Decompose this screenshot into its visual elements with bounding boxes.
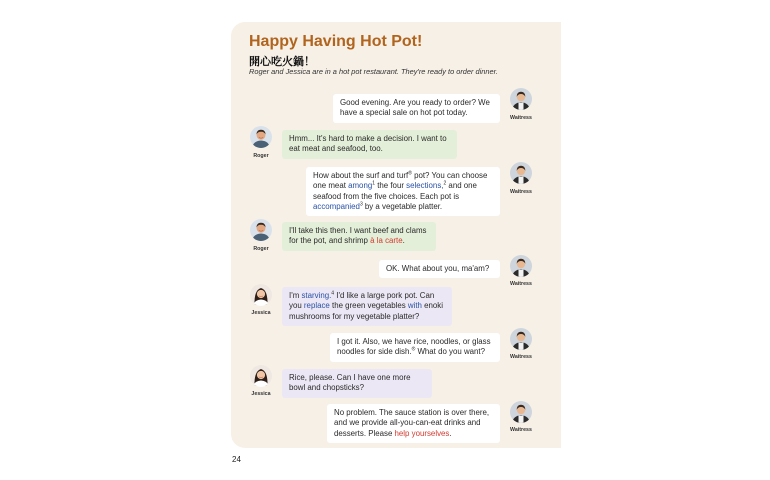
waitress-avatar — [510, 162, 532, 184]
waitress-avatar — [510, 255, 532, 277]
speaker-label-jessica: Jessica — [251, 310, 271, 316]
line-text: I'll take this then. I want beef and clams for the pot, and shrimp — [289, 226, 427, 246]
dialogue-bubble-roger-1 — [282, 130, 457, 159]
vocab-phrase: help yourselves — [394, 428, 450, 438]
waitress-portrait-icon — [510, 88, 532, 110]
line-text: Hmm... It's hard to make a decision. I want to eat meat and seafood, too. — [289, 134, 447, 154]
line-text: How about the surf and turf — [313, 171, 409, 180]
line-text: I'd like a large pork pot. Can you — [289, 291, 435, 311]
line-text: the four — [375, 181, 407, 191]
line-text: What do you want? — [415, 347, 486, 357]
vocab-word: replace — [303, 301, 330, 311]
woman-portrait-icon — [250, 365, 272, 387]
line-text: by a vegetable platter. — [362, 201, 443, 211]
line-text: pot? You can choose one meat — [313, 171, 488, 191]
woman-portrait-icon — [250, 284, 272, 306]
jessica-avatar — [250, 365, 272, 387]
line-text: Good evening. Are you ready to order? We have a special sale on hot pot today. — [340, 98, 490, 118]
dialogue-bubble-waitress-1 — [333, 94, 500, 123]
line-text: OK. What about you, ma'am? — [386, 264, 490, 273]
dialogue-bubble-waitress-2 — [306, 167, 500, 216]
footnote-number: 4 — [331, 290, 335, 297]
waitress-portrait-icon — [510, 328, 532, 350]
vocab-word: among — [348, 181, 373, 191]
dialogue-bubble-roger-2 — [282, 222, 436, 251]
vocab-phrase: à la carte — [370, 236, 403, 246]
footnote-number: 3 — [359, 201, 363, 208]
chinese-title: 開心吃火鍋！ — [249, 55, 315, 68]
footnote-number: 1 — [372, 180, 376, 187]
dialogue-bubble-waitress-5 — [327, 404, 500, 443]
footnote-mark: ® — [411, 346, 416, 353]
line-text: the green vegetables — [329, 301, 408, 311]
dialogue-bubble-waitress-3 — [379, 260, 500, 278]
waitress-avatar — [510, 401, 532, 423]
footnote-number: 2 — [443, 180, 447, 187]
waitress-avatar — [510, 88, 532, 110]
line-text: enoki mushrooms for my vegetable platter? — [289, 301, 444, 321]
speaker-label-waitress: Waitress — [510, 427, 532, 433]
waitress-portrait-icon — [510, 255, 532, 277]
line-text: . — [402, 236, 405, 246]
speaker-label-waitress: Waitress — [510, 115, 532, 121]
speaker-label-waitress: Waitress — [510, 354, 532, 360]
roger-avatar — [250, 126, 272, 148]
waitress-avatar — [510, 328, 532, 350]
man-portrait-icon — [250, 219, 272, 241]
line-text: I got it. Also, we have rice, noodles, or glass noodles for side dish. — [337, 337, 491, 357]
vocab-word: with — [407, 301, 422, 311]
speaker-label-waitress: Waitress — [510, 281, 532, 287]
vocab-word: selections, — [406, 181, 444, 191]
vocab-word: starving. — [301, 291, 332, 300]
waitress-portrait-icon — [510, 162, 532, 184]
footnote-mark: ® — [408, 170, 412, 177]
waitress-portrait-icon — [510, 401, 532, 423]
line-text: . — [449, 428, 452, 438]
speaker-label-waitress: Waitress — [510, 189, 532, 195]
dialogue-bubble-waitress-4 — [330, 333, 500, 362]
intro-text: Roger and Jessica are in a hot pot restaurant. They're ready to order dinner. — [249, 67, 498, 76]
page-number: 24 — [232, 455, 241, 464]
line-text: No problem. The sauce station is over there, and we provide all-you-can-eat drinks and desserts. Please — [334, 408, 490, 438]
man-portrait-icon — [250, 126, 272, 148]
line-text: Rice, please. Can I have one more bowl and chopsticks? — [289, 373, 411, 393]
dialogue-bubble-jessica-2 — [282, 369, 432, 398]
vocab-word: accompanied — [313, 201, 360, 211]
speaker-label-jessica: Jessica — [251, 391, 271, 397]
dialogue-bubble-jessica-1 — [282, 287, 452, 326]
speaker-label-roger: Roger — [253, 153, 269, 159]
line-text: and one seafood from the five choices. Each pot is — [313, 181, 477, 201]
speaker-label-roger: Roger — [253, 246, 269, 252]
roger-avatar — [250, 219, 272, 241]
line-text: I'm — [289, 291, 302, 300]
page-title: Happy Having Hot Pot! — [249, 33, 423, 50]
jessica-avatar — [250, 284, 272, 306]
